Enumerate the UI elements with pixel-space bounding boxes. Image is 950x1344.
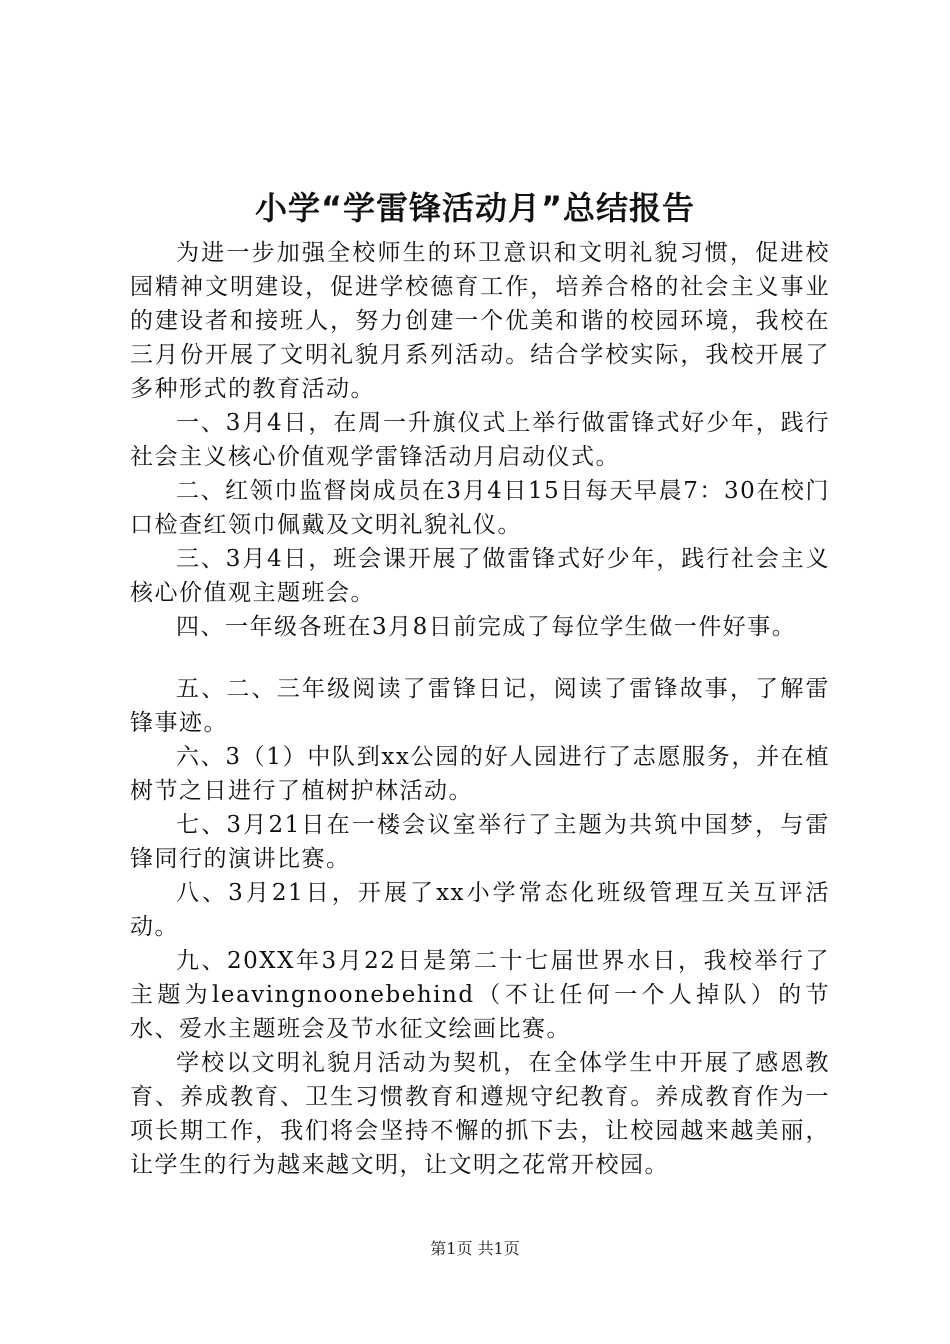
document-body [130,236,830,1182]
paragraph-item-8: 八、3月21日，开展了xx小学常态化班级管理互关互评活动。 [130,880,830,940]
paragraph-item-4: 四、一年级各班在3月8日前完成了每位学生做一件好事。 [176,614,797,640]
paragraph-item-7: 七、3月21日在一楼会议室举行了主题为共筑中国梦，与雷锋同行的演讲比赛。 [130,812,830,872]
paragraph-item-3: 三、3月4日，班会课开展了做雷锋式好少年，践行社会主义核心价值观主题班会。 [130,546,830,606]
paragraph-item-9: 九、20XX年3月22日是第二十七届世界水日，我校举行了主题为leavingnoonebehind（不让任何一个人掉队）的节水、爱水主题班会及节水征文绘画比赛。 [130,948,830,1042]
paragraph-item-5: 五、二、三年级阅读了雷锋日记，阅读了雷锋故事，了解雷锋事迹。 [130,676,830,736]
paragraph-conclusion: 学校以文明礼貌月活动为契机，在全体学生中开展了感恩教育、养成教育、卫生习惯教育和遵规守纪教育。养成教育作为一项长期工作，我们将会坚持不懈的抓下去，让校园越来越美丽，让学生的行为越来越文明，让文明之花常开校园。 [130,1050,830,1178]
page-number-footer: 第1页 共1页 [430,1239,520,1258]
paragraph-item-1: 一、3月4日，在周一升旗仪式上举行做雷锋式好少年，践行社会主义核心价值观学雷锋活动月启动仪式。 [130,410,830,470]
document-title: 小学“学雷锋活动月”总结报告 [254,189,696,227]
paragraph-item-6: 六、3（1）中队到xx公园的好人园进行了志愿服务，并在植树节之日进行了植树护林活动。 [130,744,830,804]
paragraph-intro: 为进一步加强全校师生的环卫意识和文明礼貌习惯，促进校园精神文明建设，促进学校德育工作，培养合格的社会主义事业的建设者和接班人，努力创建一个优美和谐的校园环境，我校在三月份开展了文明礼貌月系列活动。结合学校实际，我校开展了多种形式的教育活动。 [130,240,830,402]
paragraph-item-2: 二、红领巾监督岗成员在3月4日15日每天早晨7：30在校门口检查红领巾佩戴及文明礼貌礼仪。 [130,478,830,538]
